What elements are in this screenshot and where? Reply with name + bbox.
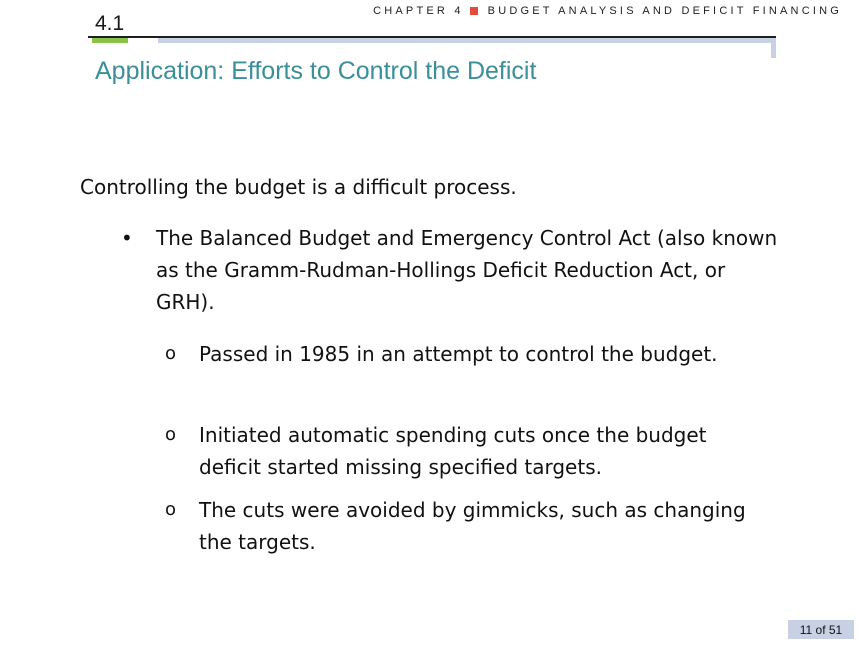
section-accent-bar (92, 38, 128, 43)
sub-marker: o (165, 343, 177, 364)
sub-item-text: Passed in 1985 in an attempt to control the budget. (199, 342, 718, 366)
chapter-label: CHAPTER 4 (373, 5, 464, 17)
header-rule (88, 36, 776, 38)
header-rule-shadow (158, 38, 776, 43)
sub-item-text: The cuts were avoided by gimmicks, such as changing the targets. (199, 498, 746, 554)
chapter-header (373, 5, 842, 17)
section-number: 4.1 (95, 12, 125, 35)
lead-paragraph: Controlling the budget is a difficult process. (80, 175, 517, 199)
chapter-title: BUDGET ANALYSIS AND DEFICIT FINANCING (487, 5, 842, 17)
slide-title: Application: Efforts to Control the Deficit (95, 57, 537, 85)
header-rule-side (771, 38, 776, 58)
sub-marker: o (165, 499, 177, 520)
sub-marker: o (165, 424, 177, 445)
page-indicator: 11 of 51 (788, 620, 854, 639)
bullet-marker: • (121, 226, 133, 250)
bullet-text: The Balanced Budget and Emergency Control Act (also known as the Gramm-Rudman-Hollings Deficit Reduction Act, or GRH). (156, 226, 778, 314)
sub-item-text: Initiated automatic spending cuts once the budget deficit started missing specified targets. (199, 423, 707, 479)
chapter-square-icon (470, 7, 478, 15)
